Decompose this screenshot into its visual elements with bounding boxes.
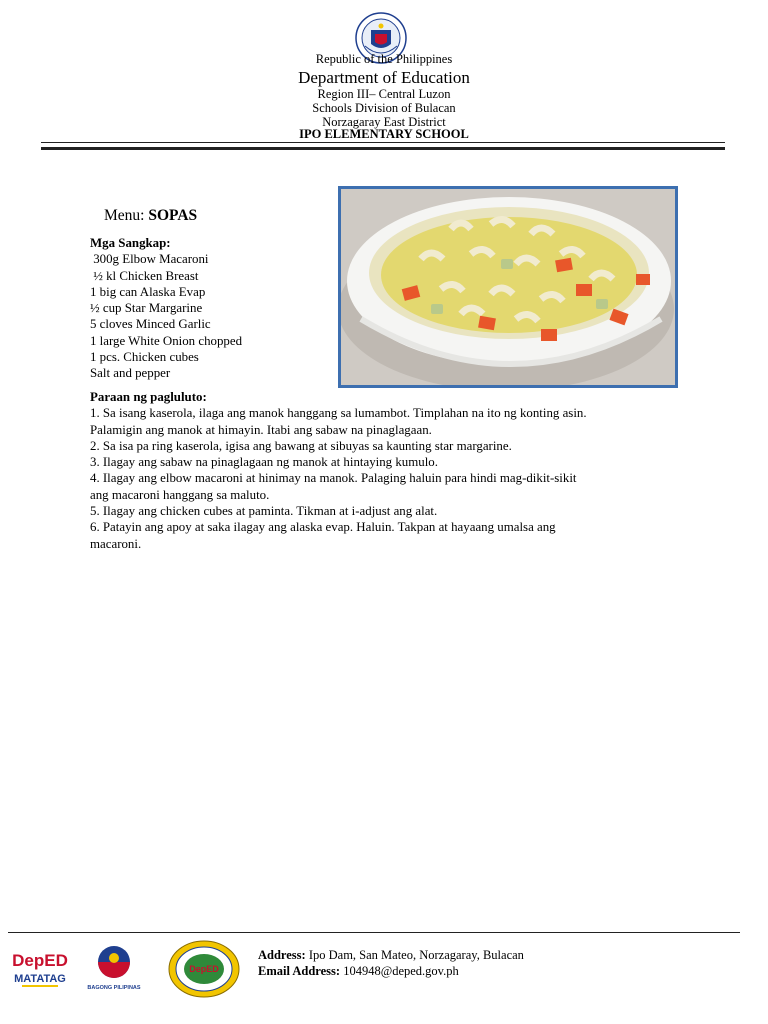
email-line: [258, 964, 524, 980]
procedure-line: 3. Ilagay ang sabaw na pinaglagaan ng manok at hintaying kumulo.: [90, 455, 438, 470]
ingredient-item: 1 large White Onion chopped: [90, 333, 243, 348]
ingredient-item: 300g Elbow Macaroni: [90, 252, 209, 267]
district-line: Norzagaray East District: [322, 115, 446, 129]
address-line: [258, 948, 524, 964]
ingredient-item: ½ kl Chicken Breast: [90, 268, 199, 283]
footer-divider: [8, 932, 740, 933]
ingredient-item: 1 big can Alaska Evap: [90, 284, 206, 299]
procedure-line: 4. Ilagay ang elbow macaroni at hinimay na manok. Palaging haluin para hindi mag-dikit-sikit: [90, 471, 577, 486]
division-line: Schools Division of Bulacan: [312, 101, 456, 115]
ingredient-item: 1 pcs. Chicken cubes: [90, 350, 199, 365]
address-value: Ipo Dam, San Mateo, Norzagaray, Bulacan: [305, 948, 524, 962]
school-logo-text: DepED: [189, 964, 219, 974]
procedure-line: 2. Sa isa pa ring kaserola, igisa ang bawang at sibuyas sa kaunting star margarine.: [90, 438, 512, 453]
matatag-text: MATATAG: [14, 973, 66, 985]
procedure-section: [90, 389, 690, 552]
email-label: Email Address:: [258, 963, 341, 978]
procedure-line: macaroni.: [90, 536, 142, 551]
procedure-line: 1. Sa isang kaserola, ilaga ang manok hanggang sa lumambot. Timplahan na ito ng konting asin.: [90, 406, 587, 421]
header-divider-thin: [41, 142, 725, 143]
department-title: Department of Education: [298, 68, 470, 87]
school-name: IPO ELEMENTARY SCHOOL: [299, 127, 469, 141]
procedure-heading: Paraan ng pagluluto:: [90, 390, 207, 404]
bagong-pilipinas-logo: [84, 944, 144, 992]
address-label: Address:: [258, 948, 306, 962]
menu-title: [104, 207, 197, 225]
email-value: 104948@deped.gov.ph: [340, 963, 459, 978]
region-line: Region III– Central Luzon: [317, 87, 451, 101]
ingredients-heading: Mga Sangkap:: [90, 236, 171, 250]
procedure-line: ang macaroni hanggang sa maluto.: [90, 487, 270, 502]
procedure-line: 5. Ilagay ang chicken cubes at paminta. Tikman at i-adjust ang alat.: [90, 504, 438, 519]
footer-contact: [258, 948, 524, 979]
ingredient-item: ½ cup Star Margarine: [90, 301, 203, 316]
republic-line: Republic of the Philippines: [315, 52, 453, 66]
ingredients-section: [90, 235, 690, 382]
procedure-line: 6. Patayin ang apoy at saka ilagay ang alaska evap. Haluin. Takpan at hayaang umalsa ang: [90, 520, 556, 535]
procedure-line: Palamigin ang manok at himayin. Itabi ang sabaw na pinaglagaan.: [90, 422, 432, 437]
ingredient-item: 5 cloves Minced Garlic: [90, 317, 211, 332]
school-seal-logo: [168, 940, 240, 998]
ingredient-item: Salt and pepper: [90, 366, 171, 381]
menu-dish-name: SOPAS: [148, 207, 198, 224]
bagong-pilipinas-text: BAGONG PILIPINAS: [87, 985, 141, 991]
header-divider-thick: [41, 147, 725, 150]
deped-logo-text: DepED: [12, 951, 68, 970]
menu-prefix: Menu:: [104, 207, 149, 224]
deped-matatag-logo: [8, 944, 72, 990]
